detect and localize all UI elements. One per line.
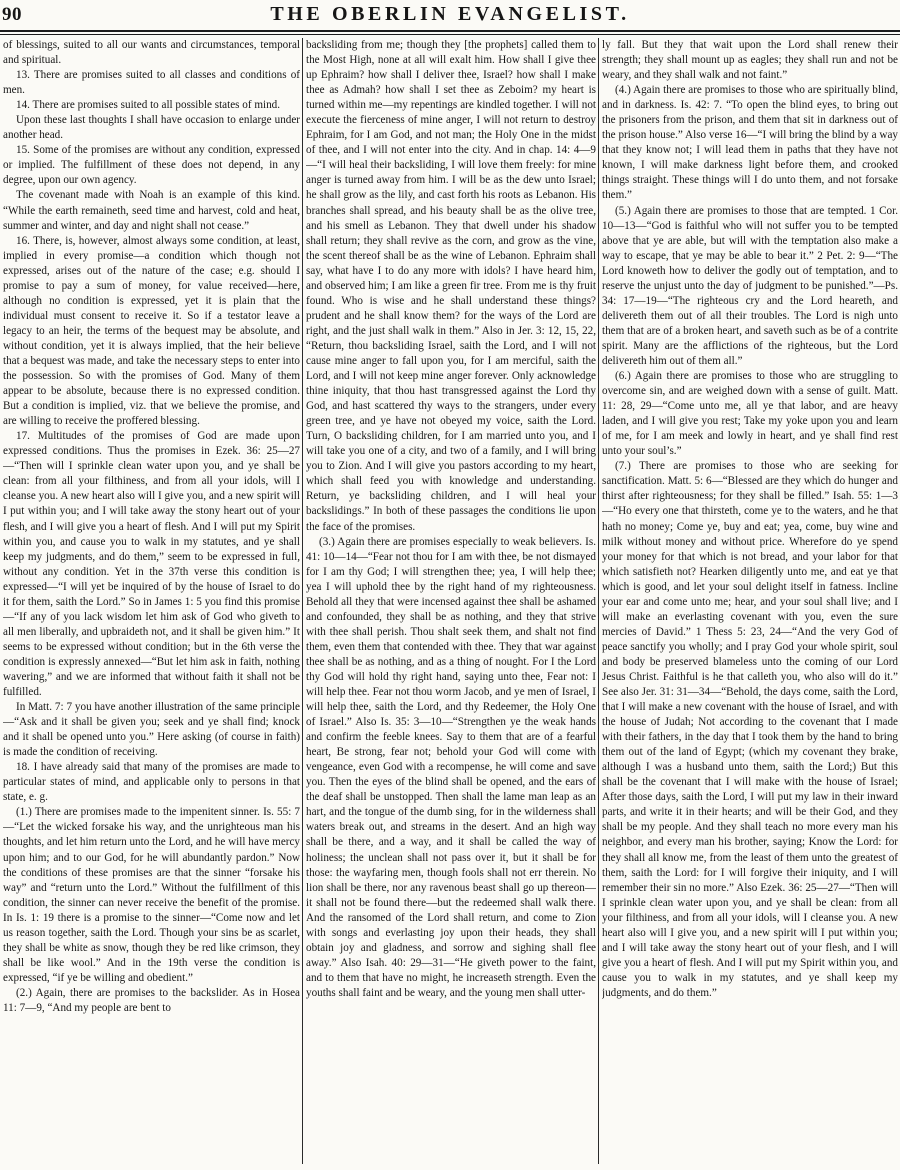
paragraph: 16. There, is, however, almost always some condition, at least, implied in every promise—a condition which though not expressed, arises out of the nature of the case; e.g. should I promise to pay a sum of money, for value received—here, although no condition is expressed, yet it is plain that the individual must consent to receive it. So if a testator leave a legacy to an heir, the terms of the bequest may be absolute, and without condition, yet it is always implied, that the heir believe that a bequest was made, and take the necessary steps to enter into the possession. So with the promises of God. Many of them appear to be absolute, because there is no expressed condition. But a condition is implied, viz. that we believe the promise, and are willing to receive the proffered blessing. (3, 234, 300, 428)
masthead (0, 4, 900, 30)
paragraph: of blessings, suited to all our wants and circumstances, temporal and spiritual. (3, 39, 300, 67)
paragraph: 18. I have already said that many of the promises are made to particular states of mind, and applicable only to persons in that state, e. g. (3, 761, 300, 804)
paragraph: (4.) Again there are promises to those who are spiritually blind, and in darkness. Is. 42: 7. “To open the blind eyes, to bring out the prisoners from the prison, and them that sit in darkness out of the prison house.” Also verse 16—“I will bring the blind by a way that they know not; I will lead them in paths that they have not known, I will make darkness light before them, and crooked things straight. These things will I do unto them, and not forsake them.” (602, 84, 898, 202)
paragraph: 14. There are promises suited to all possible states of mind. (16, 99, 281, 112)
paragraph: 15. Some of the promises are without any condition, expressed or implied. The fulfillment of these does not depend, in any degree, upon our own agency. (3, 144, 300, 187)
newspaper-title: THE OBERLIN EVANGELIST. (270, 3, 630, 25)
paragraph: Upon these last thoughts I shall have occasion to enlarge under another head. (3, 114, 300, 142)
paragraph: 17. Multitudes of the promises of God are made upon expressed conditions. Thus the promises in Ezek. 36: 25—27—“Then will I sprinkle clean water upon you, and ye shall be clean: from all your filthiness, and from all your idols, will I cleanse you. A new heart also will I give you, and a new spirit will I put within you; and I will take away the stony heart out of your flesh, and I will give you a heart of flesh. And I will put my Spirit within you, and cause you to walk in my statutes, and ye shall keep my judgments, and do them,” seem to be expressed in full, without any condition. Yet in the 37th verse this condition is expressed—“I will yet be inquired of by the house of Israel to do it for them, saith the Lord.” So in James 1: 5 you find this promise—“If any of you lack wisdom let him ask of God who giveth to all men liberally, and upbraideth not, and it shall be given him.” It seems to be expressed without condition; but in the 6th verse the condition is expressly annexed—“But let him ask in faith, nothing wavering,” and we are informed that without faith it shall not be fulfilled. (3, 430, 300, 699)
column-divider (598, 38, 599, 1164)
text-column-2 (306, 38, 596, 1164)
paragraph: The covenant made with Noah is an example of this kind. “While the earth remaineth, seed time and harvest, cold and heat, summer and winter, and day and night shall not cease.” (3, 189, 300, 232)
paragraph: ly fall. But they that wait upon the Lord shall renew their strength; they shall mount up as eagles; they shall run and not be weary, and they shall walk and not faint.” (602, 39, 898, 82)
paragraph: (2.) Again, there are promises to the backslider. As in Hosea 11: 7—9, “And my people are bent to (3, 986, 300, 1014)
column-divider (302, 38, 303, 1164)
paragraph: (6.) Again there are promises to those who are struggling to overcome sin, and are weighed down with a sense of guilt. Matt. 11: 28, 29—“Come unto me, all ye that labor, and are heavy laden, and I will give you rest; Take my yoke upon you and learn of me, for I am meek and lowly in heart, and ye shall find rest unto your soul’s.” (602, 370, 898, 458)
header-rule (0, 30, 900, 32)
paragraph: 13. There are promises suited to all classes and conditions of men. (3, 69, 300, 97)
paragraph: In Matt. 7: 7 you have another illustration of the same principle—“Ask and it shall be given you; seek and ye shall find; knock and it shall be opened unto you.” Here asking (of course in faith) is made the condition of receiving. (3, 701, 300, 759)
header-rule-thin (0, 34, 900, 35)
page-number: 90 (2, 4, 22, 25)
paragraph: backsliding from me; though they [the prophets] called them to the Most High, none at all will exalt him. How shall I give thee up Ephraim? how shall I deliver thee, Israel? how shall I make thee as Admah? how shall I set thee as Zeboim? my heart is turned within me—my repentings are kindled together. I will not execute the fierceness of mine anger, I will not return to destroy Ephraim, for I am God, and not man; the Holy One in the midst of thee, and I will not enter into the city. And in chap. 14: 4—9—“I will heal their backsliding, I will love them freely: for mine anger is turned away from him. I will be as the dew unto Israel; he shall grow as the lily, and cast forth his roots as Lebanon. His branches shall spread, and his beauty shall be as the olive tree, and his smell as Lebanon. They that dwell under his shadow shall return; they shall revive as the corn, and grow as the vine, the scent thereof shall be as the wine of Lebanon. Ephraim shall say, what have I to do any more with idols? I have heard him, and observed him; I am like a green fir tree. From me is thy fruit found. Who is wise and he shall understand these things? prudent and he shall know them? for the ways of the Lord are right, and the just shall walk in them.” Also in Jer. 3: 12, 15, 22, “Return, thou backsliding Israel, saith the Lord, and I will not cause mine anger to fall upon you, for I am merciful, saith the Lord, and I will not keep mine anger forever. Only acknowledge thine iniquity, that thou hast transgressed against the Lord thy God, and hast scattered thy ways to the strangers, under every green tree, and ye have not obeyed my voice, saith the Lord. Turn, O backsliding children, for I am married unto you, and I will take you one of a city, and two of a family, and I will bring you to Zion. And I will give you pastors according to my heart, which shall feed you with knowledge and understanding. Return, ye backsliding children, and I will heal your backslidings.” In both of these passages the conditions lie upon the face of the promises. (306, 39, 596, 533)
paragraph: (3.) Again there are promises especially to weak believers. Is. 41: 10—14—“Fear not thou for I am with thee, be not dismayed for I am thy God; I will strengthen thee; yea, I will help thee; yea I will uphold thee by the right hand of my righteousness. Behold all they that were incensed against thee shall be ashamed and confounded, they shall be as nothing, and they that strive with thee shall perish. Thou shalt seek them, and shalt not find them, even them that contended with thee. They that war against thee shall be as nothing, and as a thing of nought. For I the Lord thy God will hold thy right hand, saying unto thee, Fear not: I will help thee. Fear not thou worm Jacob, and ye men of Israel, I will help thee, saith the Lord, and thy Redeemer, the Holy One of Israel.” Also Is. 35: 3—10—“Strengthen ye the weak hands and confirm the feeble knees. Say to them that are of a fearful heart, Be strong, fear not; behold your God will come with vengeance, even God with a recompense, he will come and save you. Then the eyes of the blind shall be opened, and the ears of the deaf shall be unstopped. Then shall the lame man leap as an hart, and the tongue of the dumb sing, for in the wilderness shall waters break out, and streams in the desert. And an high way shall be there, and a way, and it shall be called the way of holiness; the unclean shall not pass over it, but it shall be for those: the wayfaring men, though fools shall not err therein. No lion shall be there, nor any ravenous beast shall go up thereon—it shall not be found there—but the redeemed shall walk there. And the ransomed of the Lord shall return, and come to Zion with songs and everlasting joy upon their heads, they shall obtain joy and gladness, and sorrow and sighing shall flee away.” Also Isah. 40: 29—31—“He giveth power to the faint, and to them that have no might, he increaseth strength. Even the youths shall faint and be weary, and the young men shall utter- (306, 535, 596, 999)
paragraph: (5.) Again there are promises to those that are tempted. 1 Cor. 10—13—“God is faithful who will not suffer you to be tempted above that ye are able, but will with the temptation also make a way to escape, that ye may be able to bear it.” 2 Pet. 2: 9—“The Lord knoweth how to deliver the godly out of temptation, and to reserve the unjust unto the day of judgment to be punished.”—Ps. 34: 17—19—“The righteous cry and the Lord heareth, and delivereth them out of all their troubles. The Lord is nigh unto them that are of a broken heart, and saveth such as be of a contrite spirit. Many are the afflictions of the righteous, but the Lord delivereth him out of them all.” (602, 204, 898, 367)
paragraph: (7.) There are promises to those who are seeking for sanctification. Matt. 5: 6—“Blessed are they which do hunger and thirst after righteousness; for they shall be filled.” Isah. 55: 1—3—“Ho every one that thirsteth, come ye to the waters, and he that hath no money; Come ye, buy and eat; yea, come, buy wine and milk without money and without price. Wherefore do ye spend your money for that which is not bread, and your labor for that which satisfieth not? Hearken diligently unto me, and eat ye that which is good, and let your soul delight itself in fatness. Incline your ear and come unto me; hear, and your soul shall live; and I will make an everlasting covenant with you, even the sure mercies of David.” 1 Thess 5: 23, 24—“And the very God of peace sanctify you wholly; and I pray God your whole spirit, soul and body be preserved blameless unto the coming of our Lord Jesus Christ. Faithful is he that calleth you, who also will do it.” See also Jer. 31: 31—34—“Behold, the days come, saith the Lord, that I will make a new covenant with the house of Israel, and with the house of Judah; Not according to the covenant that I made with their fathers, in the day that I took them by the hand to bring them out of the land of Egypt; (which my covenant they brake, although I was a husband unto them, saith the Lord;) But this shall be the covenant that I will make with the house of Israel; After those days, saith the Lord, I will put my law in their inward parts, and write it in their hearts; and will be their God, and they shall be my people. And they shall teach no more every man his neighbor, and every man his brother, saying; Know the Lord: for they shall all know me, from the least of them unto the greatest of them, saith the Lord: for I will forgive their iniquity, and I will remember their sin no more.” Also Ezek. 36: 25—27—“Then will I sprinkle clean water upon you, and ye shall be clean: from all your filthiness, and from all your idols, will I cleanse you. A new heart also will I give you, and a new spirit will I put within you; and I will take away the stony heart out of your flesh, and I will give you a heart of flesh. And I will put my Spirit within you, and cause you to walk in my statutes, and ye shall keep my judgments, and do them.” (602, 460, 898, 999)
paragraph: (1.) There are promises made to the impenitent sinner. Is. 55: 7—“Let the wicked forsake his way, and the unrighteous man his thoughts, and let him return unto the Lord, and he will have mercy upon him; and to our God, for he will abundantly pardon.” Now the conditions of these promises are that the sinner “forsake his way” and “return unto the Lord.” Without the fulfillment of this condition, the sinner can never receive the benefit of the promise. In Is. 1: 19 there is a promise to the sinner—“Come now and let us reason together, saith the Lord. Though your sins be as scarlet, they shall be white as snow, though they be red like crimson, they shall be like wool.” And in the 19th verse the condition is expressed, “if ye be willing and obedient.” (3, 806, 300, 984)
text-column-3 (602, 38, 898, 1164)
text-column-1 (3, 38, 300, 1164)
